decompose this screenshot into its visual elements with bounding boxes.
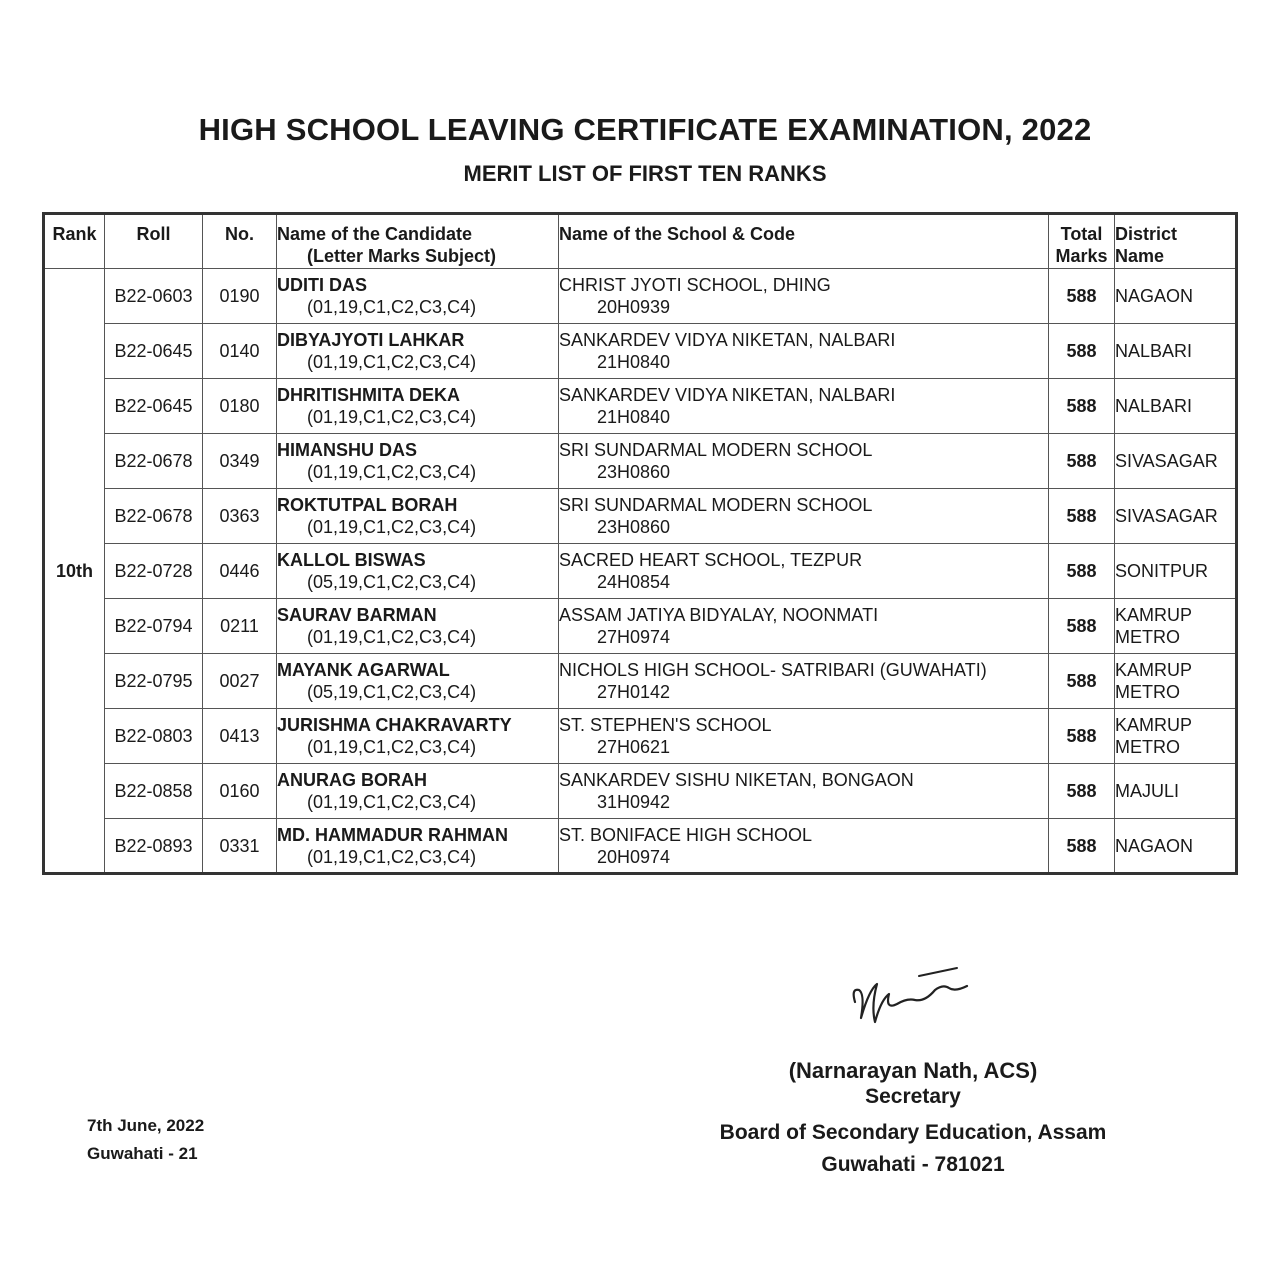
candidate-name: DHRITISHMITA DEKA xyxy=(277,385,460,405)
school-cell xyxy=(559,599,1049,654)
table-row xyxy=(44,764,1237,819)
candidate-subjects: (01,19,C1,C2,C3,C4) xyxy=(307,297,477,317)
candidate-subjects: (01,19,C1,C2,C3,C4) xyxy=(307,846,477,867)
table-row xyxy=(44,654,1237,709)
candidate-name: ANURAG BORAH xyxy=(277,770,427,790)
district-cell: KAMRUP METRO xyxy=(1115,709,1237,764)
issue-info xyxy=(87,1112,204,1168)
number-cell: 0160 xyxy=(203,764,277,819)
candidate-name: MAYANK AGARWAL xyxy=(277,660,450,680)
total-marks-cell: 588 xyxy=(1049,654,1115,709)
candidate-cell xyxy=(277,489,559,544)
school-name: CHRIST JYOTI SCHOOL, DHING xyxy=(559,275,831,295)
number-cell: 0027 xyxy=(203,654,277,709)
header-district xyxy=(1115,214,1237,269)
school-name: SANKARDEV VIDYA NIKETAN, NALBARI xyxy=(559,330,896,350)
school-cell xyxy=(559,269,1049,324)
candidate-cell xyxy=(277,654,559,709)
table-row xyxy=(44,434,1237,489)
school-name: NICHOLS HIGH SCHOOL- SATRIBARI (GUWAHATI) xyxy=(559,660,987,680)
candidate-name: HIMANSHU DAS xyxy=(277,440,418,460)
signatory-block xyxy=(660,1058,1166,1178)
district-cell: NAGAON xyxy=(1115,269,1237,324)
table-row xyxy=(44,269,1237,324)
candidate-name: ROKTUTPAL BORAH xyxy=(277,495,458,515)
header-candidate-line1: Name of the Candidate xyxy=(277,224,473,244)
header-total-line1: Total xyxy=(1060,224,1103,244)
school-name: ASSAM JATIYA BIDYALAY, NOONMATI xyxy=(559,605,879,625)
school-code: 24H0854 xyxy=(597,572,671,592)
roll-cell: B22-0678 xyxy=(105,434,203,489)
total-marks-cell: 588 xyxy=(1049,544,1115,599)
signatory-name: (Narnarayan Nath, ACS) xyxy=(788,1058,1038,1083)
candidate-cell xyxy=(277,269,559,324)
header-candidate-name xyxy=(277,214,559,269)
school-name: ST. STEPHEN'S SCHOOL xyxy=(559,715,772,735)
school-name: SACRED HEART SCHOOL, TEZPUR xyxy=(559,550,863,570)
candidate-name: MD. HAMMADUR RAHMAN xyxy=(277,824,508,845)
candidate-subjects: (05,19,C1,C2,C3,C4) xyxy=(307,682,477,702)
number-cell: 0413 xyxy=(203,709,277,764)
candidate-subjects: (01,19,C1,C2,C3,C4) xyxy=(307,792,477,812)
header-rank: Rank xyxy=(44,214,105,269)
district-cell: NALBARI xyxy=(1115,379,1237,434)
header-total-marks xyxy=(1049,214,1115,269)
school-cell xyxy=(559,654,1049,709)
district-cell: KAMRUP METRO xyxy=(1115,599,1237,654)
candidate-cell xyxy=(277,709,559,764)
header-district-line2: Name xyxy=(1115,246,1165,266)
district-cell: SIVASAGAR xyxy=(1115,489,1237,544)
school-code: 27H0142 xyxy=(597,682,671,702)
roll-cell: B22-0803 xyxy=(105,709,203,764)
candidate-cell xyxy=(277,544,559,599)
candidate-name: KALLOL BISWAS xyxy=(277,550,426,570)
candidate-subjects: (01,19,C1,C2,C3,C4) xyxy=(307,517,477,537)
header-school: Name of the School & Code xyxy=(559,214,1049,269)
table-row xyxy=(44,489,1237,544)
table-row xyxy=(44,324,1237,379)
table-row xyxy=(44,819,1237,874)
number-cell: 0363 xyxy=(203,489,277,544)
header-roll: Roll xyxy=(105,214,203,269)
total-marks-cell: 588 xyxy=(1049,324,1115,379)
roll-cell: B22-0728 xyxy=(105,544,203,599)
total-marks-cell: 588 xyxy=(1049,379,1115,434)
candidate-cell xyxy=(277,324,559,379)
school-name: SRI SUNDARMAL MODERN SCHOOL xyxy=(559,440,873,460)
document-subtitle: MERIT LIST OF FIRST TEN RANKS xyxy=(463,161,827,186)
roll-cell: B22-0645 xyxy=(105,379,203,434)
candidate-name: JURISHMA CHAKRAVARTY xyxy=(277,715,512,735)
total-marks-cell: 588 xyxy=(1049,269,1115,324)
total-marks-cell: 588 xyxy=(1049,709,1115,764)
number-cell: 0180 xyxy=(203,379,277,434)
roll-cell: B22-0603 xyxy=(105,269,203,324)
number-cell: 0331 xyxy=(203,819,277,874)
school-code: 21H0840 xyxy=(597,407,671,427)
signatory-city: Guwahati - 781021 xyxy=(821,1153,1005,1176)
table-row xyxy=(44,544,1237,599)
school-code: 27H0621 xyxy=(597,737,671,757)
school-name: SANKARDEV VIDYA NIKETAN, NALBARI xyxy=(559,385,896,405)
total-marks-cell: 588 xyxy=(1049,764,1115,819)
candidate-cell xyxy=(277,379,559,434)
number-cell: 0140 xyxy=(203,324,277,379)
number-cell: 0211 xyxy=(203,599,277,654)
school-name: ST. BONIFACE HIGH SCHOOL xyxy=(559,824,813,845)
candidate-subjects: (01,19,C1,C2,C3,C4) xyxy=(307,352,477,372)
school-code: 27H0974 xyxy=(597,627,671,647)
school-code: 20H0974 xyxy=(597,846,671,867)
signatory-board: Board of Secondary Education, Assam xyxy=(719,1121,1107,1144)
header-no: No. xyxy=(203,214,277,269)
school-cell xyxy=(559,489,1049,544)
district-cell: NALBARI xyxy=(1115,324,1237,379)
school-cell xyxy=(559,764,1049,819)
rank-cell: 10th xyxy=(44,269,105,874)
school-code: 23H0860 xyxy=(597,462,671,482)
school-cell xyxy=(559,379,1049,434)
candidate-cell xyxy=(277,764,559,819)
header-district-line1: District xyxy=(1115,224,1178,244)
school-cell xyxy=(559,324,1049,379)
school-cell xyxy=(559,544,1049,599)
district-cell: SONITPUR xyxy=(1115,544,1237,599)
table-header-row xyxy=(44,214,1237,269)
candidate-name: DIBYAJYOTI LAHKAR xyxy=(277,330,465,350)
candidate-subjects: (01,19,C1,C2,C3,C4) xyxy=(307,737,477,757)
candidate-cell xyxy=(277,819,559,874)
district-cell: KAMRUP METRO xyxy=(1115,654,1237,709)
school-name: SANKARDEV SISHU NIKETAN, BONGAON xyxy=(559,770,914,790)
total-marks-cell: 588 xyxy=(1049,489,1115,544)
school-name: SRI SUNDARMAL MODERN SCHOOL xyxy=(559,495,873,515)
candidate-subjects: (01,19,C1,C2,C3,C4) xyxy=(307,407,477,427)
number-cell: 0190 xyxy=(203,269,277,324)
issue-place: Guwahati - 21 xyxy=(87,1144,198,1163)
district-cell: SIVASAGAR xyxy=(1115,434,1237,489)
merit-table xyxy=(42,212,1238,875)
candidate-name: SAURAV BARMAN xyxy=(277,605,437,625)
school-code: 20H0939 xyxy=(597,297,671,317)
candidate-cell xyxy=(277,434,559,489)
number-cell: 0446 xyxy=(203,544,277,599)
school-code: 31H0942 xyxy=(597,792,671,812)
total-marks-cell: 588 xyxy=(1049,434,1115,489)
header-candidate-line2: (Letter Marks Subject) xyxy=(307,246,497,266)
table-body xyxy=(44,269,1237,874)
district-cell: MAJULI xyxy=(1115,764,1237,819)
total-marks-cell: 588 xyxy=(1049,819,1115,874)
total-marks-cell: 588 xyxy=(1049,599,1115,654)
document-title: HIGH SCHOOL LEAVING CERTIFICATE EXAMINATION, 2022 xyxy=(198,112,1092,147)
issue-date: 7th June, 2022 xyxy=(87,1116,205,1135)
school-code: 23H0860 xyxy=(597,517,671,537)
school-cell xyxy=(559,709,1049,764)
district-cell: NAGAON xyxy=(1115,819,1237,874)
candidate-cell xyxy=(277,599,559,654)
roll-cell: B22-0795 xyxy=(105,654,203,709)
header-total-line2: Marks xyxy=(1055,246,1108,266)
table-row xyxy=(44,379,1237,434)
table-row xyxy=(44,709,1237,764)
candidate-subjects: (05,19,C1,C2,C3,C4) xyxy=(307,572,477,592)
roll-cell: B22-0678 xyxy=(105,489,203,544)
signatory-designation: Secretary xyxy=(865,1085,961,1108)
table-row xyxy=(44,599,1237,654)
roll-cell: B22-0794 xyxy=(105,599,203,654)
candidate-subjects: (01,19,C1,C2,C3,C4) xyxy=(307,627,477,647)
roll-cell: B22-0645 xyxy=(105,324,203,379)
school-cell xyxy=(559,434,1049,489)
school-cell xyxy=(559,819,1049,874)
number-cell: 0349 xyxy=(203,434,277,489)
candidate-subjects: (01,19,C1,C2,C3,C4) xyxy=(307,462,477,482)
roll-cell: B22-0858 xyxy=(105,764,203,819)
signature xyxy=(845,960,980,1040)
school-code: 21H0840 xyxy=(597,352,671,372)
candidate-name: UDITI DAS xyxy=(277,275,367,295)
roll-cell: B22-0893 xyxy=(105,819,203,874)
